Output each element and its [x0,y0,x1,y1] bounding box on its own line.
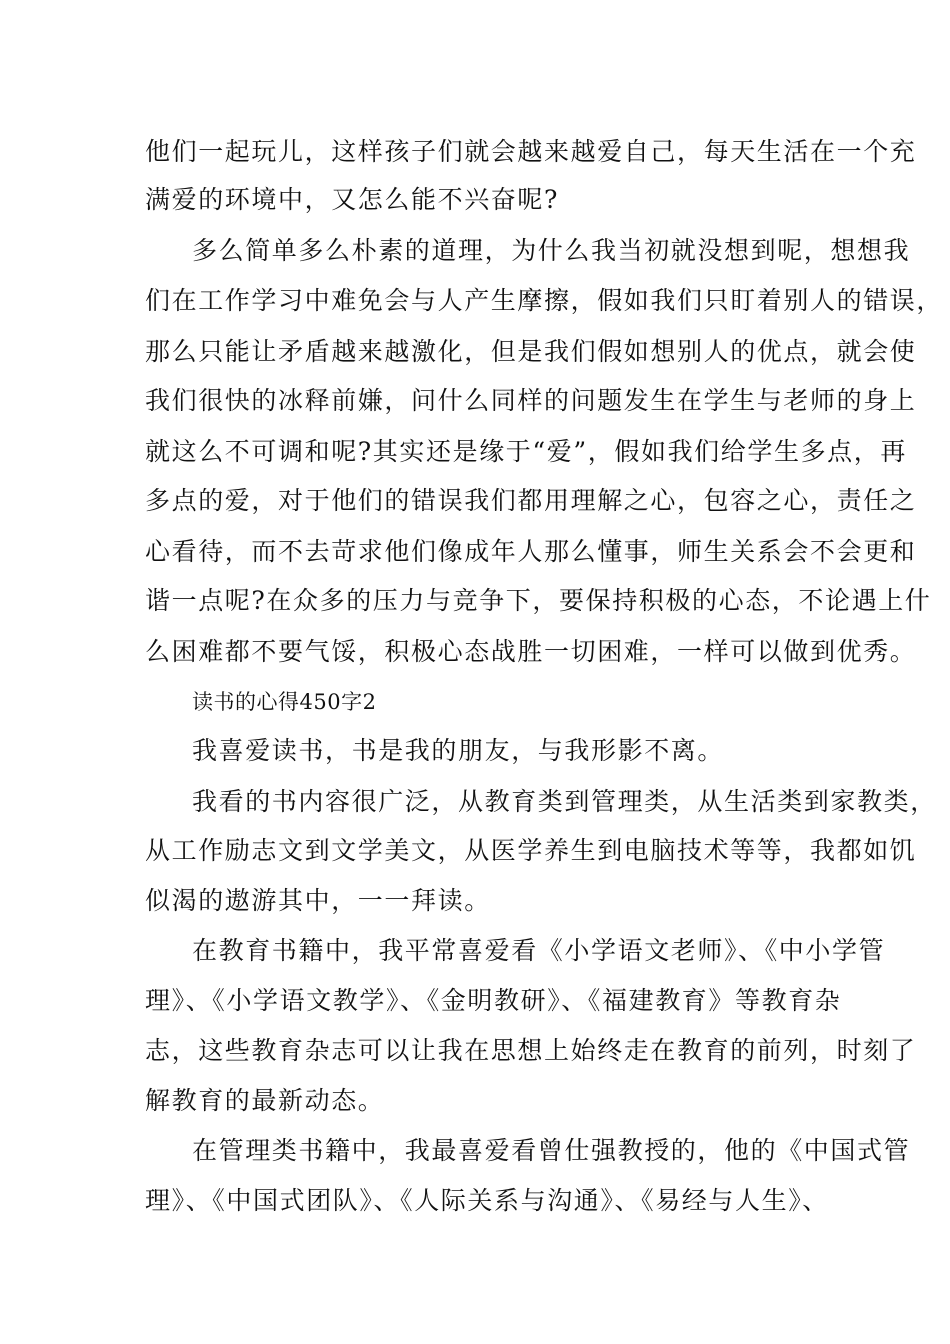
text-line: 心看待，而不去苛求他们像成年人那么懂事，师生关系会不会更和 [145,537,917,566]
text-line: 理》、《中国式团队》、《人际关系与沟通》、《易经与人生》、 [145,1186,829,1215]
text-line: 在教育书籍中，我平常喜爱看《小学语文老师》、《中小学管 [192,936,886,965]
text-line: 么困难都不要气馁，积极心态战胜一切困难，一样可以做到优秀。 [145,637,917,666]
text-line: 谐一点呢?在众多的压力与竞争下，要保持积极的心态，不论遇上什 [145,586,932,615]
section-heading: 读书的心得450字2 [192,690,377,714]
text-line: 志，这些教育杂志可以让我在思想上始终走在教育的前列，时刻了 [145,1036,917,1065]
text-line: 解教育的最新动态。 [145,1086,385,1115]
text-line: 似渴的遨游其中，一一拜读。 [145,886,491,915]
text-line: 满爱的环境中，又怎么能不兴奋呢? [145,185,560,214]
text-line: 理》、《小学语文教学》、《金明教研》、《福建教育》等教育杂 [145,986,842,1015]
text-line: 我们很快的冰释前嫌，问什么同样的问题发生在学生与老师的身上 [145,386,917,415]
text-line: 在管理类书籍中，我最喜爱看曾仕强教授的，他的《中国式管 [192,1136,911,1165]
text-line: 那么只能让矛盾越来越激化，但是我们假如想别人的优点，就会使 [145,337,917,366]
text-line: 他们一起玩儿，这样孩子们就会越来越爱自己，每天生活在一个充 [145,137,917,166]
text-line: 就这么不可调和呢?其实还是缘于“爱”，假如我们给学生多点，再 [145,437,907,466]
text-line: 我喜爱读书，书是我的朋友，与我形影不离。 [192,736,725,765]
text-line: 我看的书内容很广泛，从教育类到管理类，从生活类到家教类， [192,787,937,816]
text-line: 多么简单多么朴素的道理，为什么我当初就没想到呢，想想我 [192,236,911,265]
text-line: 从工作励志文到文学美文，从医学养生到电脑技术等等，我都如饥 [145,836,917,865]
text-line: 们在工作学习中难免会与人产生摩擦，假如我们只盯着别人的错误， [145,286,944,315]
text-line: 多点的爱，对于他们的错误我们都用理解之心，包容之心，责任之 [145,486,917,515]
